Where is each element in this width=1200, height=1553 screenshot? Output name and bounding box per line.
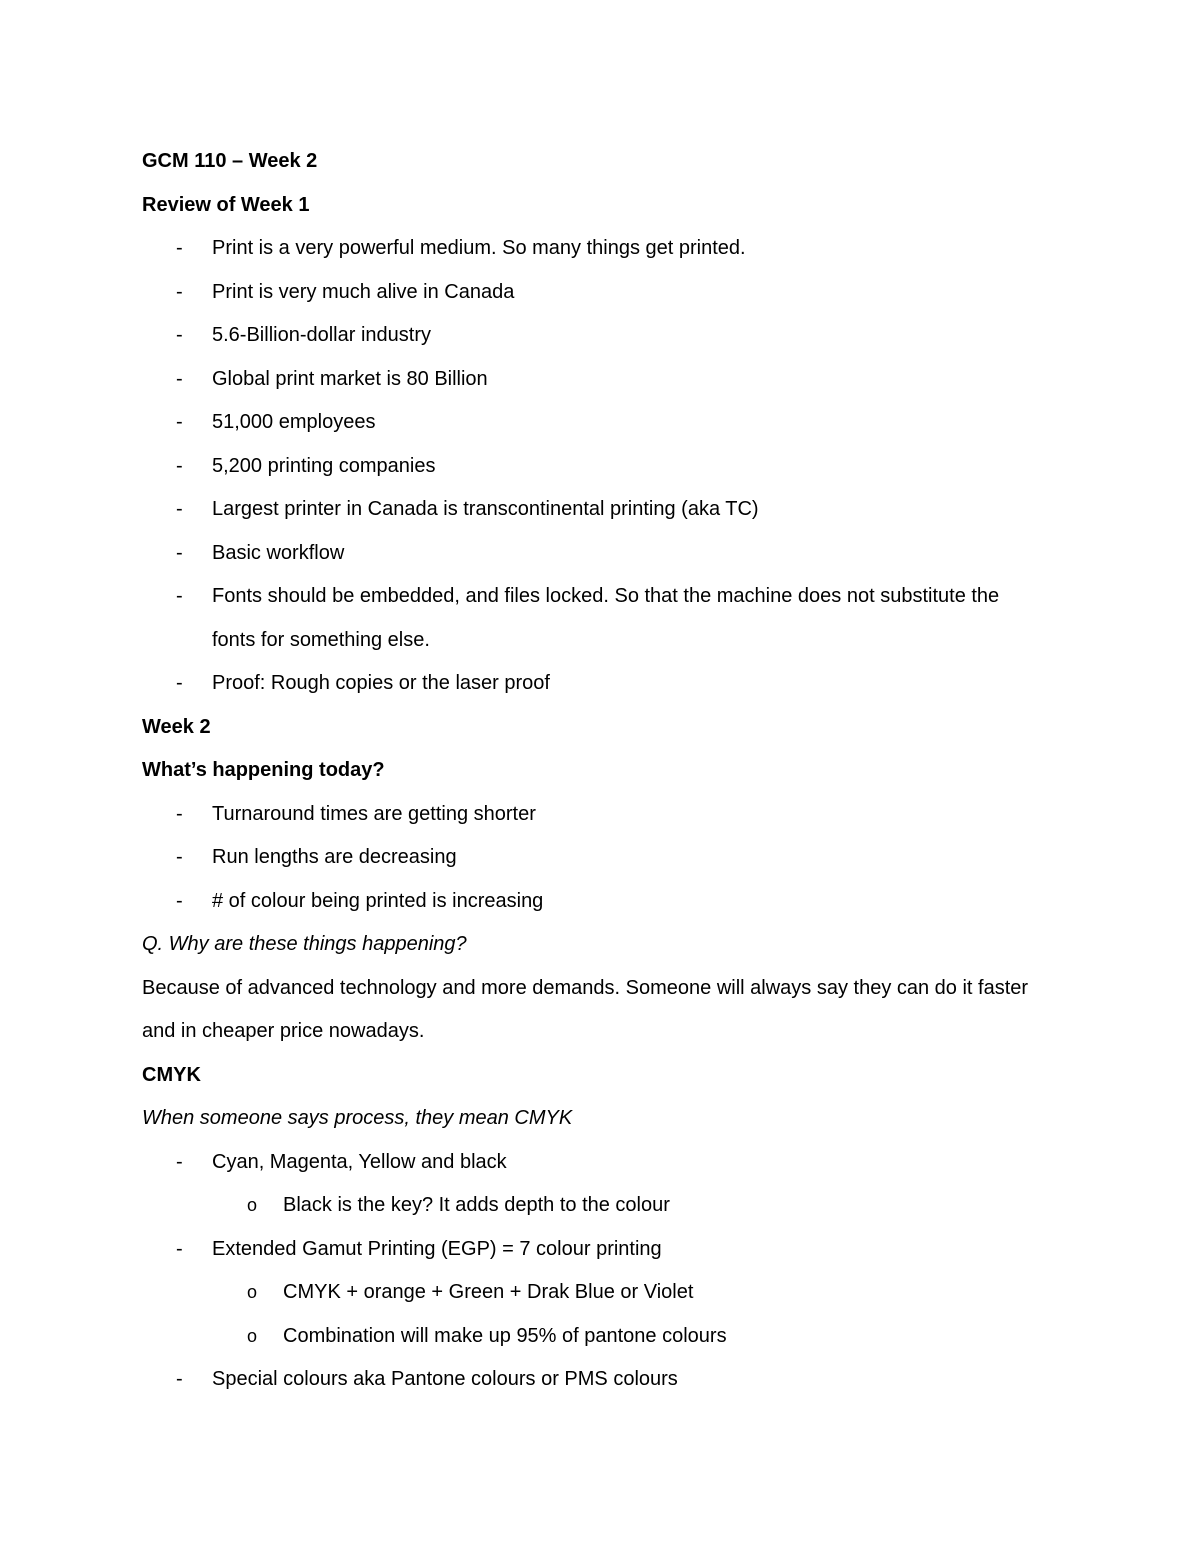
dash-marker: -: [176, 367, 183, 390]
list-item: [142, 1228, 1042, 1272]
list-item-text: 51,000 employees: [212, 411, 376, 433]
week2-heading: Week 2: [142, 715, 211, 738]
today-heading: What’s happening today?: [142, 759, 385, 781]
cmyk-list-2: [142, 1228, 1042, 1272]
dash-marker: -: [176, 1150, 183, 1173]
list-item-text: 5,200 printing companies: [212, 454, 436, 477]
list-item: [142, 880, 1042, 924]
list-item-text: Extended Gamut Printing (EGP) = 7 colour printing: [212, 1237, 662, 1260]
list-item: [142, 1141, 1042, 1185]
review-list: [142, 227, 1042, 706]
document-title: GCM 110 – Week 2: [142, 150, 318, 172]
dash-marker: -: [176, 889, 183, 912]
cmyk-list: [142, 1141, 1042, 1185]
list-item-text: 5.6-Billion-dollar industry: [212, 324, 431, 346]
dash-marker: -: [176, 280, 183, 303]
document-body: [142, 140, 1042, 1402]
list-item: [142, 1358, 1042, 1402]
circle-bullet-icon: o: [247, 1325, 258, 1346]
dash-marker: -: [176, 846, 183, 868]
cmyk-heading: CMYK: [142, 1063, 201, 1086]
sub-list-item-text: CMYK + orange + Green + Drak Blue or Violet: [283, 1281, 694, 1303]
list-item: [142, 314, 1042, 358]
list-item: [142, 793, 1042, 837]
dash-marker: -: [176, 1368, 183, 1390]
list-item-text: Basic workflow: [212, 541, 345, 564]
list-item: [142, 575, 1042, 662]
today-list: [142, 793, 1042, 924]
list-item: [142, 401, 1042, 445]
list-item-text: Largest printer in Canada is transcontinental printing (aka TC): [212, 498, 759, 520]
dash-marker: -: [176, 585, 183, 607]
list-item: [142, 358, 1042, 402]
list-item: [142, 836, 1042, 880]
dash-marker: -: [176, 672, 183, 694]
list-item: [142, 488, 1042, 532]
list-item-text: Run lengths are decreasing: [212, 846, 457, 868]
sub-list-item-text: Black is the key? It adds depth to the colour: [283, 1194, 670, 1216]
dash-marker: -: [176, 1237, 183, 1260]
dash-marker: -: [176, 237, 183, 259]
list-item-text: Fonts should be embedded, and files locked. So that the machine does not substitute the fonts for something else.: [212, 585, 1000, 651]
dash-marker: -: [176, 324, 183, 346]
list-item-text: Cyan, Magenta, Yellow and black: [212, 1150, 507, 1173]
list-item: [142, 227, 1042, 271]
list-item-text: Turnaround times are getting shorter: [212, 802, 536, 825]
list-item: [142, 271, 1042, 315]
list-item-text: Proof: Rough copies or the laser proof: [212, 672, 550, 694]
sub-list-item: [142, 1271, 1042, 1315]
dash-marker: -: [176, 541, 183, 564]
dash-marker: -: [176, 498, 183, 520]
dash-marker: -: [176, 454, 183, 477]
sub-list-item-text: Combination will make up 95% of pantone colours: [283, 1324, 727, 1347]
cmyk-sublist-2: [142, 1271, 1042, 1358]
list-item: [142, 532, 1042, 576]
list-item: [142, 662, 1042, 706]
circle-bullet-icon: o: [247, 1195, 258, 1215]
cmyk-intro: When someone says process, they mean CMYK: [142, 1107, 573, 1129]
review-heading: Review of Week 1: [142, 193, 310, 216]
circle-bullet-icon: o: [247, 1282, 258, 1302]
list-item-text: # of colour being printed is increasing: [212, 889, 544, 912]
list-item-text: Print is a very powerful medium. So many things get printed.: [212, 237, 746, 259]
sub-list-item: [142, 1184, 1042, 1228]
dash-marker: -: [176, 802, 183, 825]
list-item-text: Special colours aka Pantone colours or PMS colours: [212, 1368, 678, 1390]
list-item: [142, 445, 1042, 489]
answer-paragraph: Because of advanced technology and more demands. Someone will always say they can do it faster and in cheaper price nowadays.: [142, 976, 1029, 1042]
list-item-text: Print is very much alive in Canada: [212, 280, 515, 303]
question-text: Q. Why are these things happening?: [142, 933, 467, 955]
sub-list-item: [142, 1315, 1042, 1359]
cmyk-sublist-1: [142, 1184, 1042, 1228]
dash-marker: -: [176, 411, 183, 433]
cmyk-list-3: [142, 1358, 1042, 1402]
list-item-text: Global print market is 80 Billion: [212, 367, 488, 390]
